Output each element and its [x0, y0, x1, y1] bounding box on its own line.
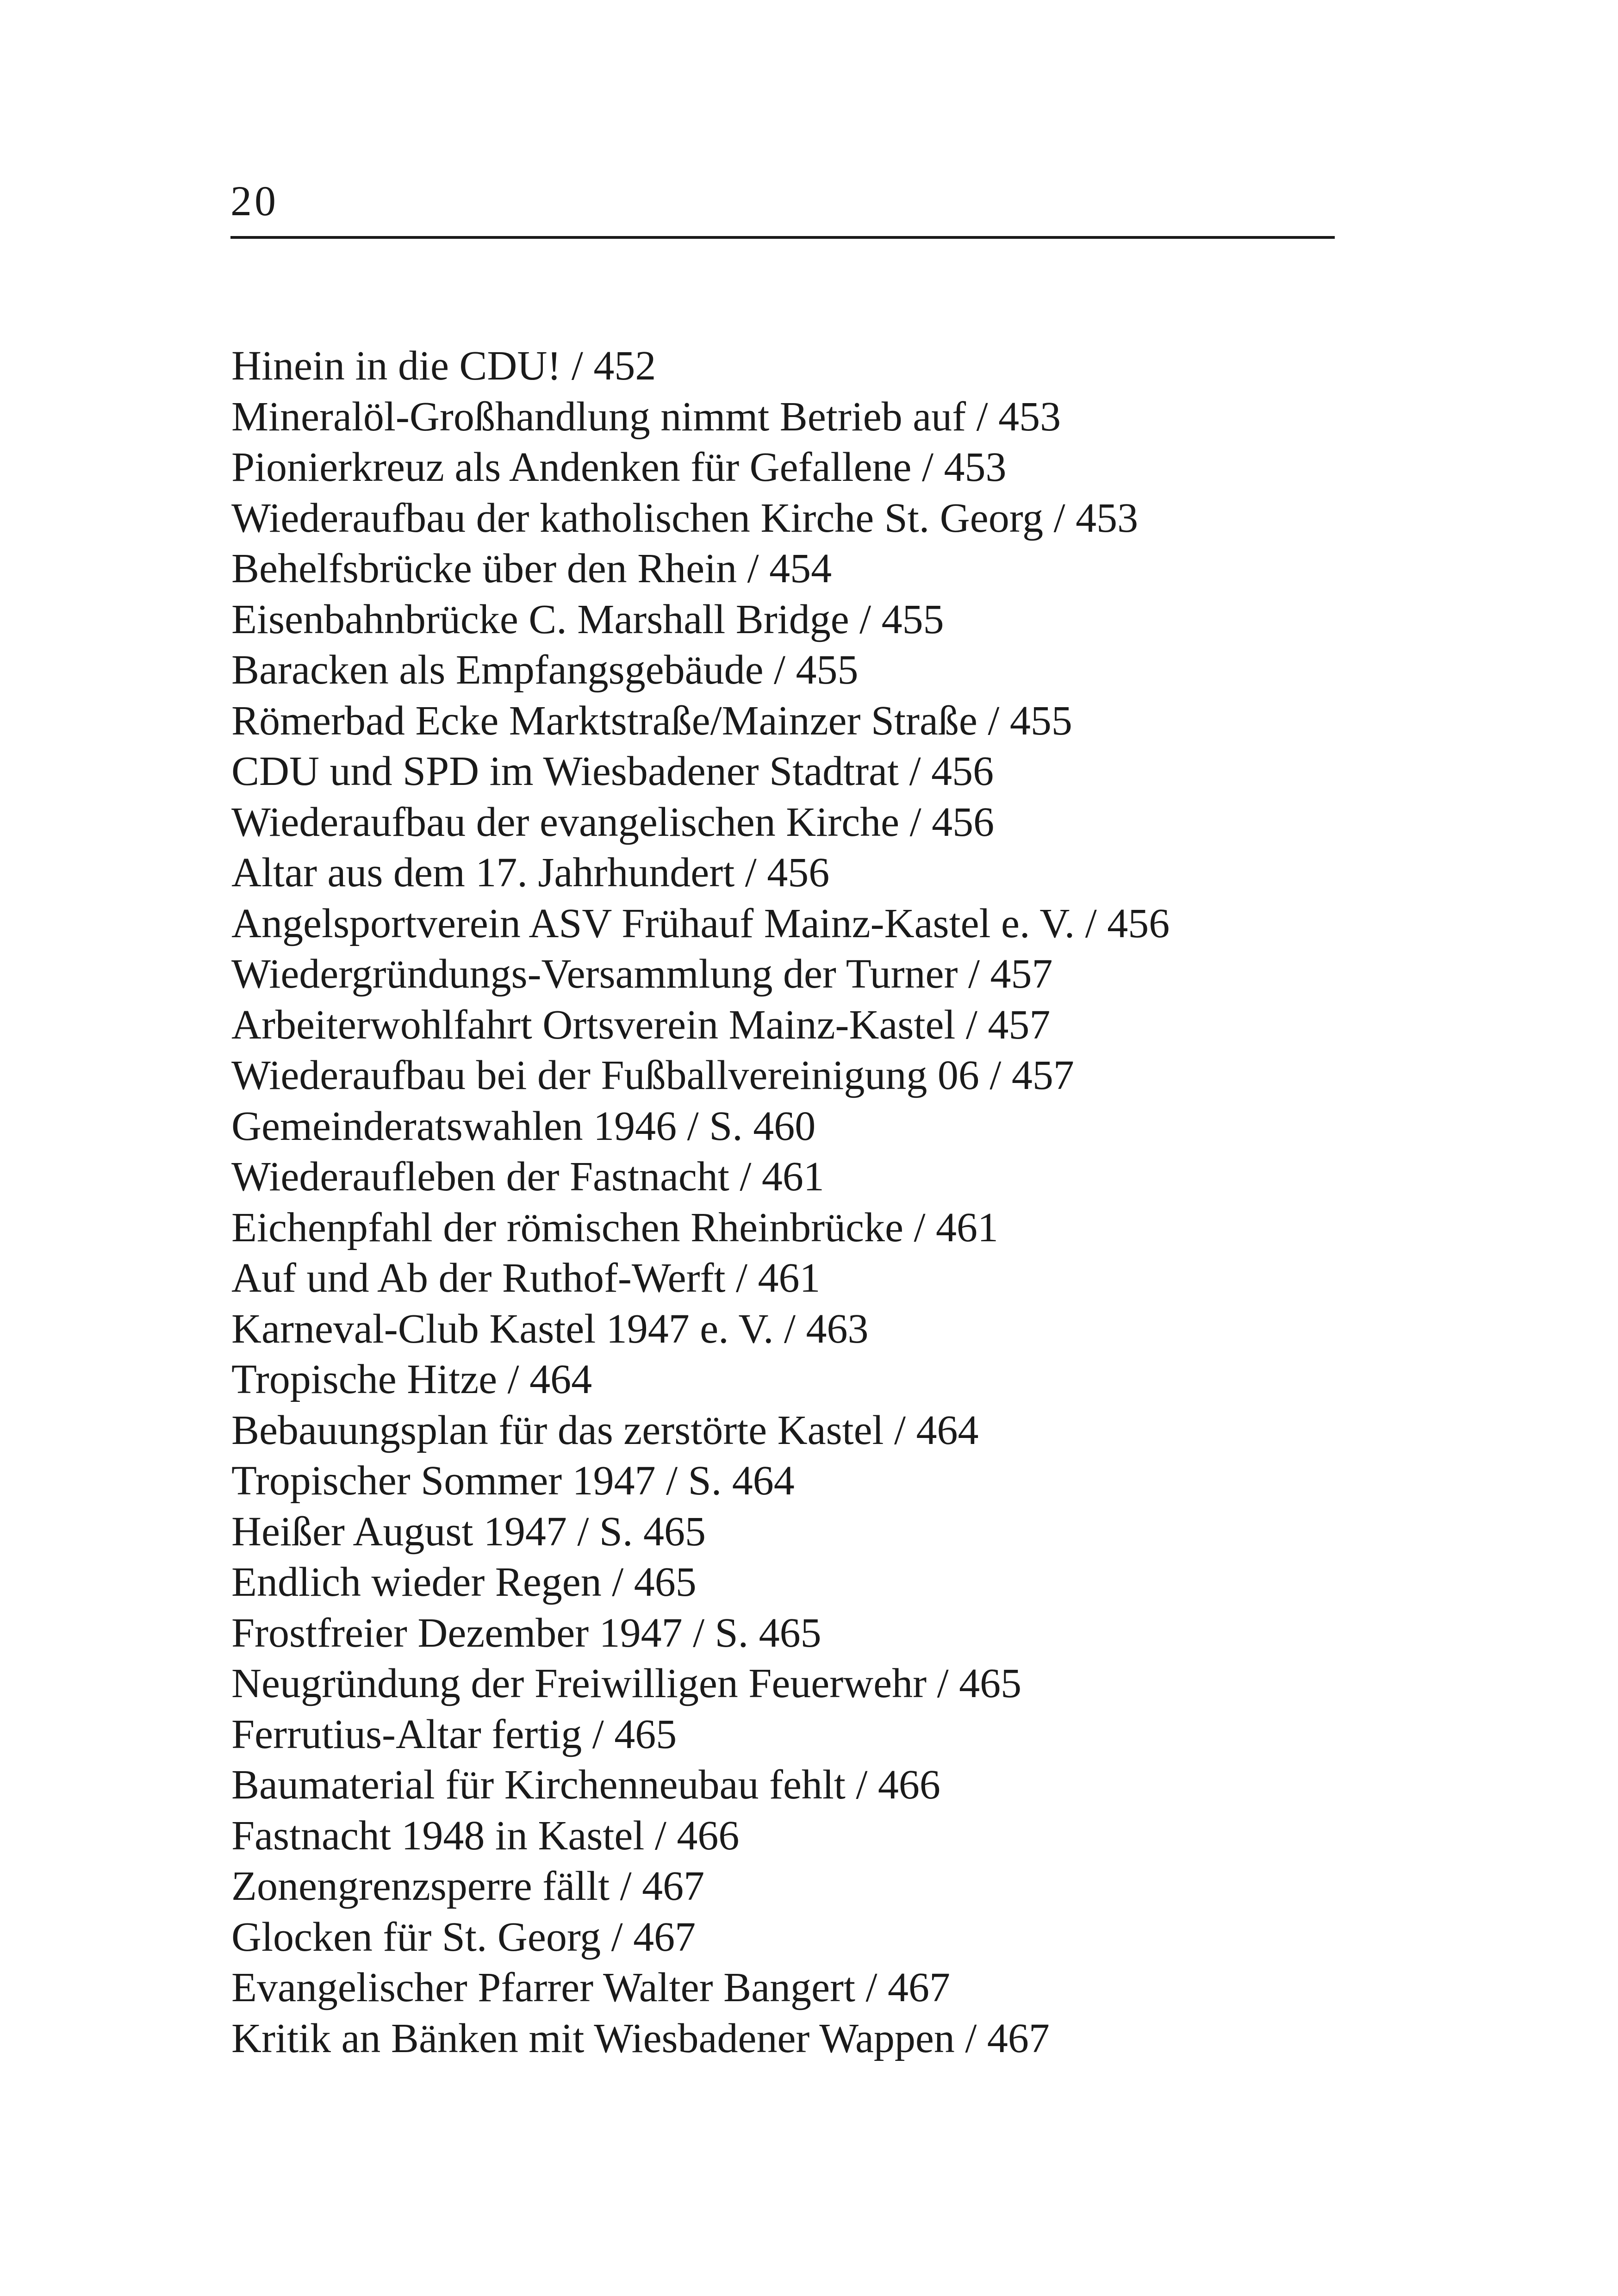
toc-entry: Arbeiterwohlfahrt Ortsverein Mainz-Kastel / 457	[231, 1002, 1051, 1048]
toc-entry: Wiederaufbau der katholischen Kirche St. Georg / 453	[231, 495, 1139, 541]
toc-entry: Kritik an Bänken mit Wiesbadener Wappen / 467	[231, 2015, 1050, 2061]
toc-entry: Fastnacht 1948 in Kastel / 466	[231, 1812, 740, 1859]
toc-entry: Hinein in die CDU! / 452	[231, 343, 656, 389]
toc-entry: Endlich wieder Regen / 465	[231, 1559, 697, 1605]
toc-entry: Wiederaufleben der Fastnacht / 461	[231, 1154, 824, 1200]
toc-entry: Gemeinderatswahlen 1946 / S. 460	[231, 1103, 816, 1149]
toc-entry: Wiedergründungs-Versammlung der Turner / 457	[231, 951, 1053, 997]
toc-entry: Wiederaufbau der evangelischen Kirche / 456	[231, 799, 995, 845]
toc-entry: Römerbad Ecke Marktstraße/Mainzer Straße / 455	[231, 697, 1072, 744]
toc-entry: Angelsportverein ASV Frühauf Mainz-Kastel e. V. / 456	[231, 900, 1170, 946]
toc-entry: Baumaterial für Kirchenneubau fehlt / 466	[231, 1762, 940, 1808]
toc-entry: Tropischer Sommer 1947 / S. 464	[231, 1458, 795, 1504]
toc-entry: Pionierkreuz als Andenken für Gefallene / 453	[231, 444, 1007, 490]
toc-list	[231, 341, 1481, 2064]
toc-entry: Wiederaufbau bei der Fußballvereinigung 06 / 457	[231, 1052, 1074, 1098]
toc-entry: Evangelischer Pfarrer Walter Bangert / 467	[231, 1965, 950, 2010]
toc-entry: Zonengrenzsperre fällt / 467	[231, 1863, 705, 1909]
toc-entry: Baracken als Empfangsgebäude / 455	[231, 647, 859, 693]
toc-entry: Ferrutius-Altar fertig / 465	[231, 1711, 677, 1757]
toc-entry: Heißer August 1947 / S. 465	[231, 1508, 706, 1555]
toc-entry: Karneval-Club Kastel 1947 e. V. / 463	[231, 1306, 869, 1352]
toc-entry: Frostfreier Dezember 1947 / S. 465	[231, 1610, 821, 1656]
header-rule	[230, 236, 1335, 239]
page-number: 20	[230, 177, 279, 224]
toc-entry: Neugründung der Freiwilligen Feuerwehr / 465	[231, 1661, 1022, 1706]
toc-entry: Glocken für St. Georg / 467	[231, 1914, 696, 1960]
toc-entry: Bebauungsplan für das zerstörte Kastel / 464	[231, 1407, 979, 1453]
toc-entry: Eichenpfahl der römischen Rheinbrücke / 461	[231, 1204, 998, 1251]
toc-entry: Auf und Ab der Ruthof-Werft / 461	[231, 1255, 821, 1301]
toc-entry: Eisenbahnbrücke C. Marshall Bridge / 455	[231, 596, 944, 642]
toc-entry: Altar aus dem 17. Jahrhundert / 456	[231, 850, 830, 896]
toc-entry: Tropische Hitze / 464	[231, 1356, 592, 1402]
toc-entry: Mineralöl-Großhandlung nimmt Betrieb auf / 453	[231, 393, 1061, 440]
toc-entry: Behelfsbrücke über den Rhein / 454	[231, 546, 832, 591]
toc-entry: CDU und SPD im Wiesbadener Stadtrat / 456	[231, 748, 994, 794]
